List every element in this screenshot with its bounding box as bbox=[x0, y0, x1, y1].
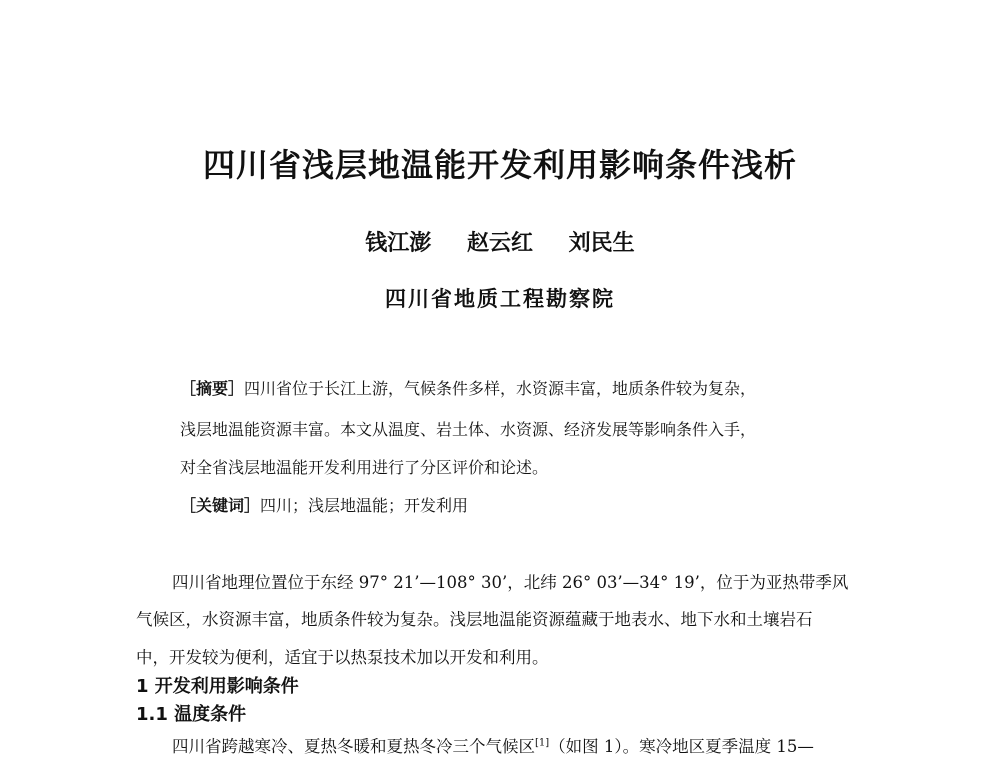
author-name: 赵云红 bbox=[466, 230, 533, 256]
intro-line: 中，开发较为便利，适宜于以热泵技术加以开发和利用。 bbox=[136, 648, 549, 667]
body-line bbox=[172, 733, 814, 757]
keywords-text: 四川；浅层地温能；开发利用 bbox=[260, 496, 469, 515]
author-list bbox=[0, 226, 1000, 257]
section-heading: 1 开发利用影响条件 bbox=[136, 676, 299, 697]
abstract-text: 四川省位于长江上游，气候条件多样，水资源丰富，地质条件较为复杂， bbox=[244, 379, 757, 398]
body-text: （如图 1）。寒冷地区夏季温度 15— bbox=[549, 737, 814, 756]
keywords-label: ［关键词］ bbox=[180, 496, 261, 515]
citation-ref[interactable]: [1] bbox=[535, 737, 550, 749]
author-name: 钱江澎 bbox=[365, 230, 432, 256]
paper-title: 四川省浅层地温能开发利用影响条件浅析 bbox=[202, 146, 797, 184]
author-name: 刘民生 bbox=[568, 230, 635, 256]
intro-line: 四川省地理位置位于东经 97° 21’—108° 30’，北纬 26° 03’—34° 19’，位于为亚热带季风 bbox=[172, 573, 849, 592]
abstract-label: ［摘要］ bbox=[180, 379, 245, 398]
intro-line: 气候区，水资源丰富，地质条件较为复杂。浅层地温能资源蕴藏于地表水、地下水和土壤岩石 bbox=[136, 610, 813, 629]
abstract-line: 浅层地温能资源丰富。本文从温度、岩土体、水资源、经济发展等影响条件入手， bbox=[180, 420, 757, 439]
abstract-line: 对全省浅层地温能开发利用进行了分区评价和论述。 bbox=[180, 458, 549, 477]
affiliation: 四川省地质工程勘察院 bbox=[385, 286, 615, 311]
body-text: 四川省跨越寒冷、夏热冬暖和夏热冬冷三个气候区 bbox=[172, 737, 535, 756]
abstract-line bbox=[180, 376, 756, 399]
keywords-line bbox=[180, 493, 468, 516]
subsection-heading: 1.1 温度条件 bbox=[136, 704, 247, 725]
